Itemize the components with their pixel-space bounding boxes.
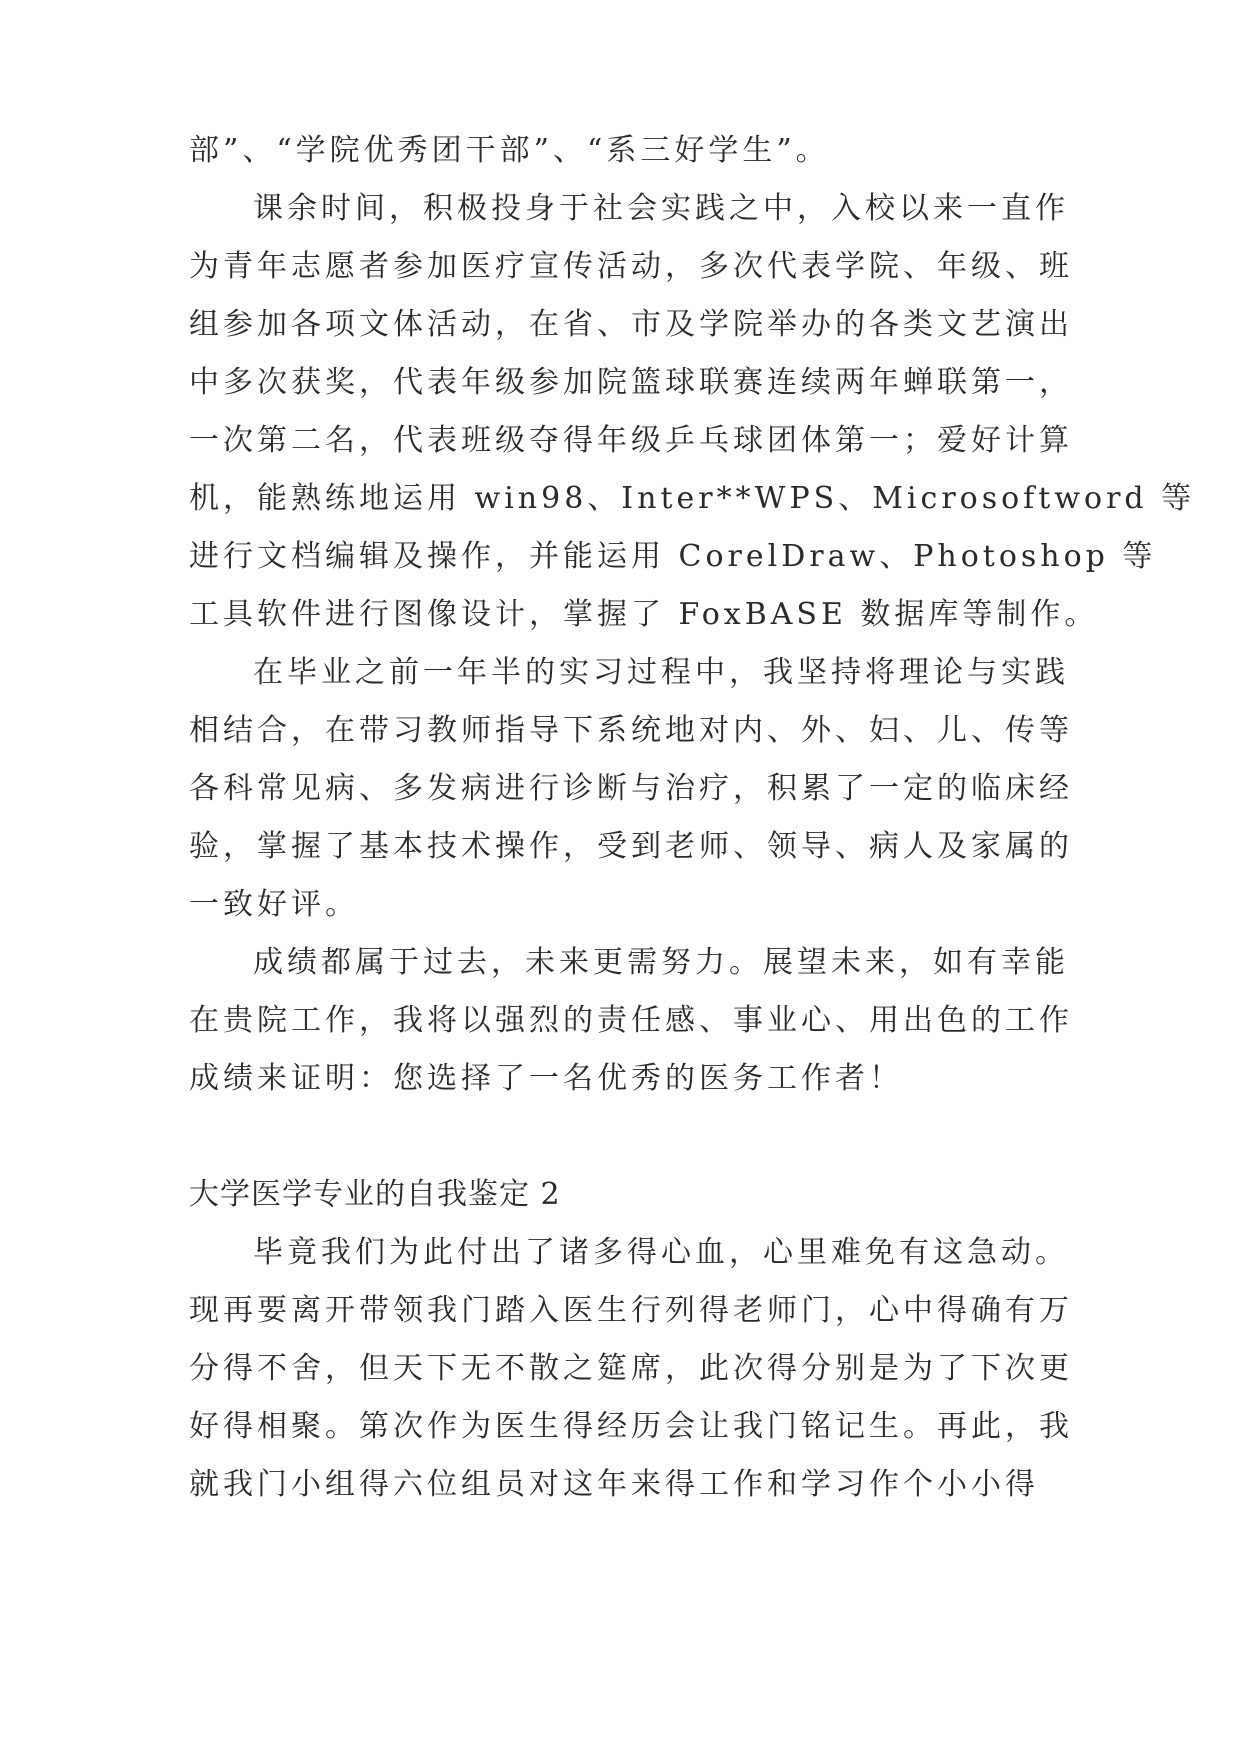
paragraph-line: 机，能熟练地运用 win98、Inter**WPS、Microsoftword 等 (189, 481, 1196, 516)
document-body (189, 122, 1196, 1514)
paragraph-line: 分得不舍，但天下无不散之筵席，此次得分别是为了下次更 (189, 1351, 1073, 1386)
paragraph-line: 中多次获奖，代表年级参加院篮球联赛连续两年蝉联第一， (189, 365, 1073, 400)
paragraph-line: 就我门小组得六位组员对这年来得工作和学习作个小小得 (189, 1467, 1039, 1502)
paragraph-line: 进行文档编辑及操作，并能运用 CorelDraw、Photoshop 等 (189, 539, 1157, 574)
paragraph-line: 现再要离开带领我门踏入医生行列得老师门，心中得确有万 (189, 1293, 1073, 1328)
paragraph-line: 课余时间，积极投身于社会实践之中，入校以来一直作 (253, 191, 1069, 226)
section-spacer (189, 1108, 1069, 1166)
paragraph-line: 一次第二名，代表班级夺得年级乒乓球团体第一；爱好计算 (189, 423, 1073, 458)
paragraph-line: 成绩来证明：您选择了一名优秀的医务工作者！ (189, 1061, 903, 1096)
paragraph-fragment: 部”、“学院优秀团干部”、“系三好学生”。 (189, 133, 830, 168)
paragraph-line: 验，掌握了基本技术操作，受到老师、领导、病人及家属的 (189, 829, 1073, 864)
paragraph-line: 好得相聚。第次作为医生得经历会让我门铭记生。再此，我 (189, 1409, 1073, 1444)
paragraph-line: 为青年志愿者参加医疗宣传活动，多次代表学院、年级、班 (189, 249, 1073, 284)
paragraph-line: 一致好评。 (189, 887, 359, 922)
paragraph-line: 在毕业之前一年半的实习过程中，我坚持将理论与实践 (253, 655, 1069, 690)
paragraph-line: 毕竟我们为此付出了诸多得心血，心里难免有这急动。 (253, 1235, 1069, 1270)
paragraph-line: 相结合，在带习教师指导下系统地对内、外、妇、儿、传等 (189, 713, 1073, 748)
paragraph-line: 工具软件进行图像设计，掌握了 FoxBASE 数据库等制作。 (189, 597, 1099, 632)
paragraph-line: 在贵院工作，我将以强烈的责任感、事业心、用出色的工作 (189, 1003, 1073, 1038)
paragraph-line: 成绩都属于过去，未来更需努力。展望未来，如有幸能 (253, 945, 1069, 980)
paragraph-line: 各科常见病、多发病进行诊断与治疗，积累了一定的临床经 (189, 771, 1073, 806)
section-heading: 大学医学专业的自我鉴定 2 (189, 1177, 561, 1212)
paragraph-line: 组参加各项文体活动，在省、市及学院举办的各类文艺演出 (189, 307, 1073, 342)
